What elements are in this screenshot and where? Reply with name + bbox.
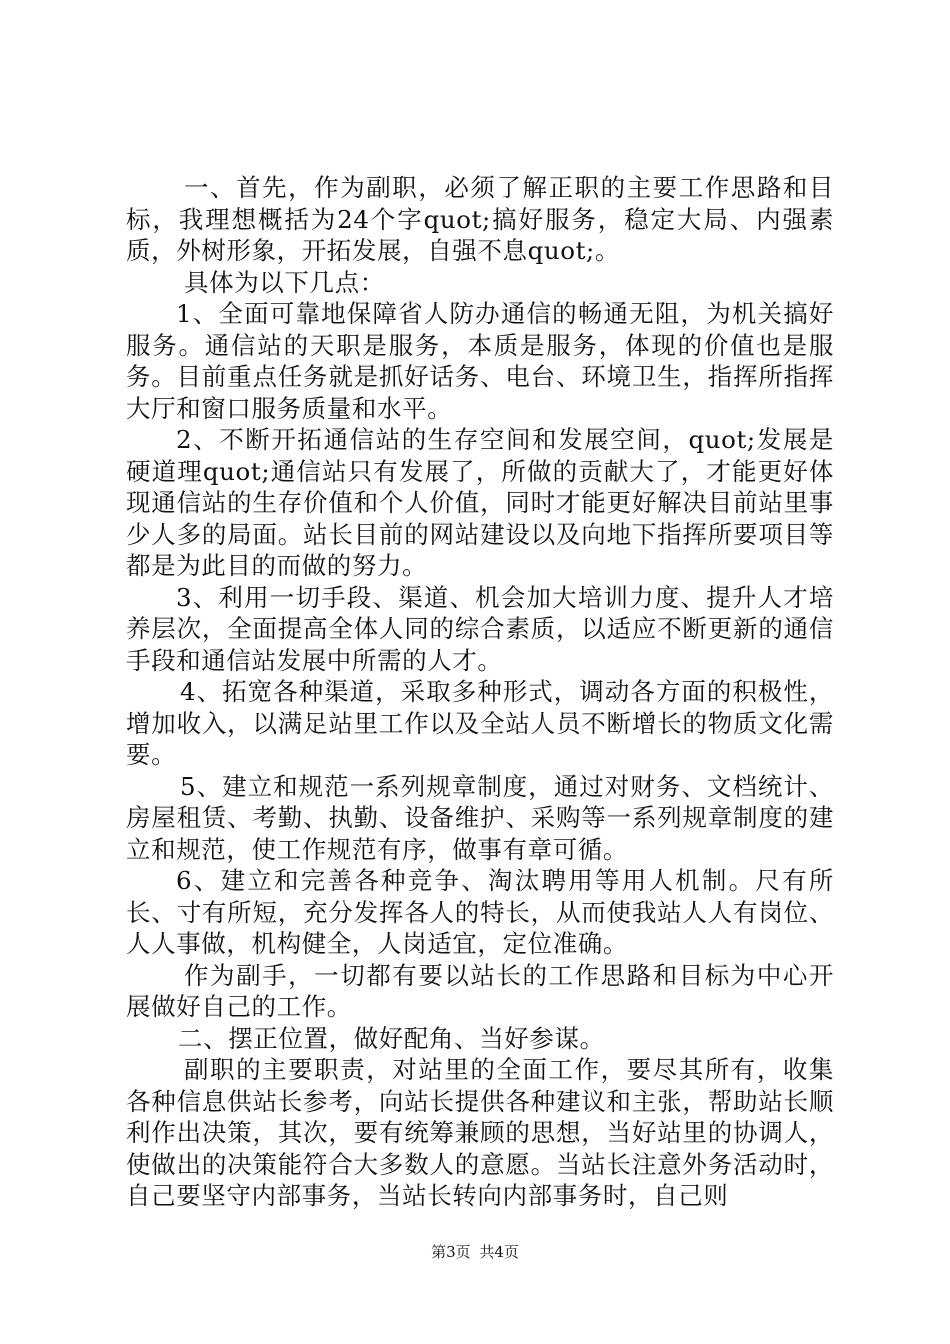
paragraph-summary: 作为副手，一切都有要以站长的工作思路和目标为中心开展做好自己的工作。 bbox=[126, 960, 834, 1021]
paragraph-point-2: 2、不断开拓通信站的生存空间和发展空间，quot;发展是硬道理quot;通信站只有发展了，所做的贡献大了，才能更好体现通信站的生存价值和个人价值，同时才能更好解决目前站里事少人多的局面。站长目前的网站建设以及向地下指挥所要项目等都是为此目的而做的努力。 bbox=[126, 425, 834, 580]
paragraph-point-5: 5、建立和规范一系列规章制度，通过对财务、文档统计、房屋租赁、考勤、执勤、设备维护、采购等一系列规章制度的建立和规范，使工作规范有序，做事有章可循。 bbox=[126, 771, 834, 864]
paragraph-point-1: 1、全面可靠地保障省人防办通信的畅通无阻，为机关搞好服务。通信站的天职是服务，本质是服务，体现的价值也是服务。目前重点任务就是抓好话务、电台、环境卫生，指挥所指挥大厅和窗口服务质量和水平。 bbox=[126, 299, 834, 423]
page-number: 第3页 bbox=[431, 1243, 471, 1261]
paragraph-point-4: 4、拓宽各种渠道，采取多种形式，调动各方面的积极性，增加收入，以满足站里工作以及全站人员不断增长的物质文化需要。 bbox=[126, 677, 834, 769]
paragraph-section-2-heading: 二、摆正位置，做好配角、当好参谋。 bbox=[178, 1023, 605, 1053]
paragraph-section-2-body: 副职的主要职责，对站里的全面工作，要尽其所有，收集各种信息供站长参考，向站长提供各种建议和主张，帮助站长顺利作出决策，其次，要有统筹兼顾的思想，当好站里的协调人，使做出的决策能符合大多数人的意愿。当站长注意外务活动时，自己要坚守内部事务，当站长转向内部事务时，自己则 bbox=[126, 1055, 834, 1210]
paragraph-points-heading: 具体为以下几点： bbox=[184, 267, 385, 297]
paragraph-point-6: 6、建立和完善各种竞争、淘汰聘用等用人机制。尺有所长、寸有所短，充分发挥各人的特长，从而使我站人人有岗位、人人事做，机构健全，人岗适宜，定位准确。 bbox=[126, 866, 834, 958]
page-total: 共4页 bbox=[479, 1243, 519, 1261]
paragraph-intro: 一、首先，作为副职，必须了解正职的主要工作思路和目标，我理想概括为24个字quot;搞好服务，稳定大局、内强素质，外树形象，开拓发展，自强不息quot;。 bbox=[126, 173, 834, 265]
document-body bbox=[126, 172, 834, 1212]
paragraph-point-3: 3、利用一切手段、渠道、机会加大培训力度、提升人才培养层次，全面提高全体人同的综合素质，以适应不断更新的通信手段和通信站发展中所需的人才。 bbox=[126, 582, 834, 675]
page-footer bbox=[0, 1242, 950, 1262]
